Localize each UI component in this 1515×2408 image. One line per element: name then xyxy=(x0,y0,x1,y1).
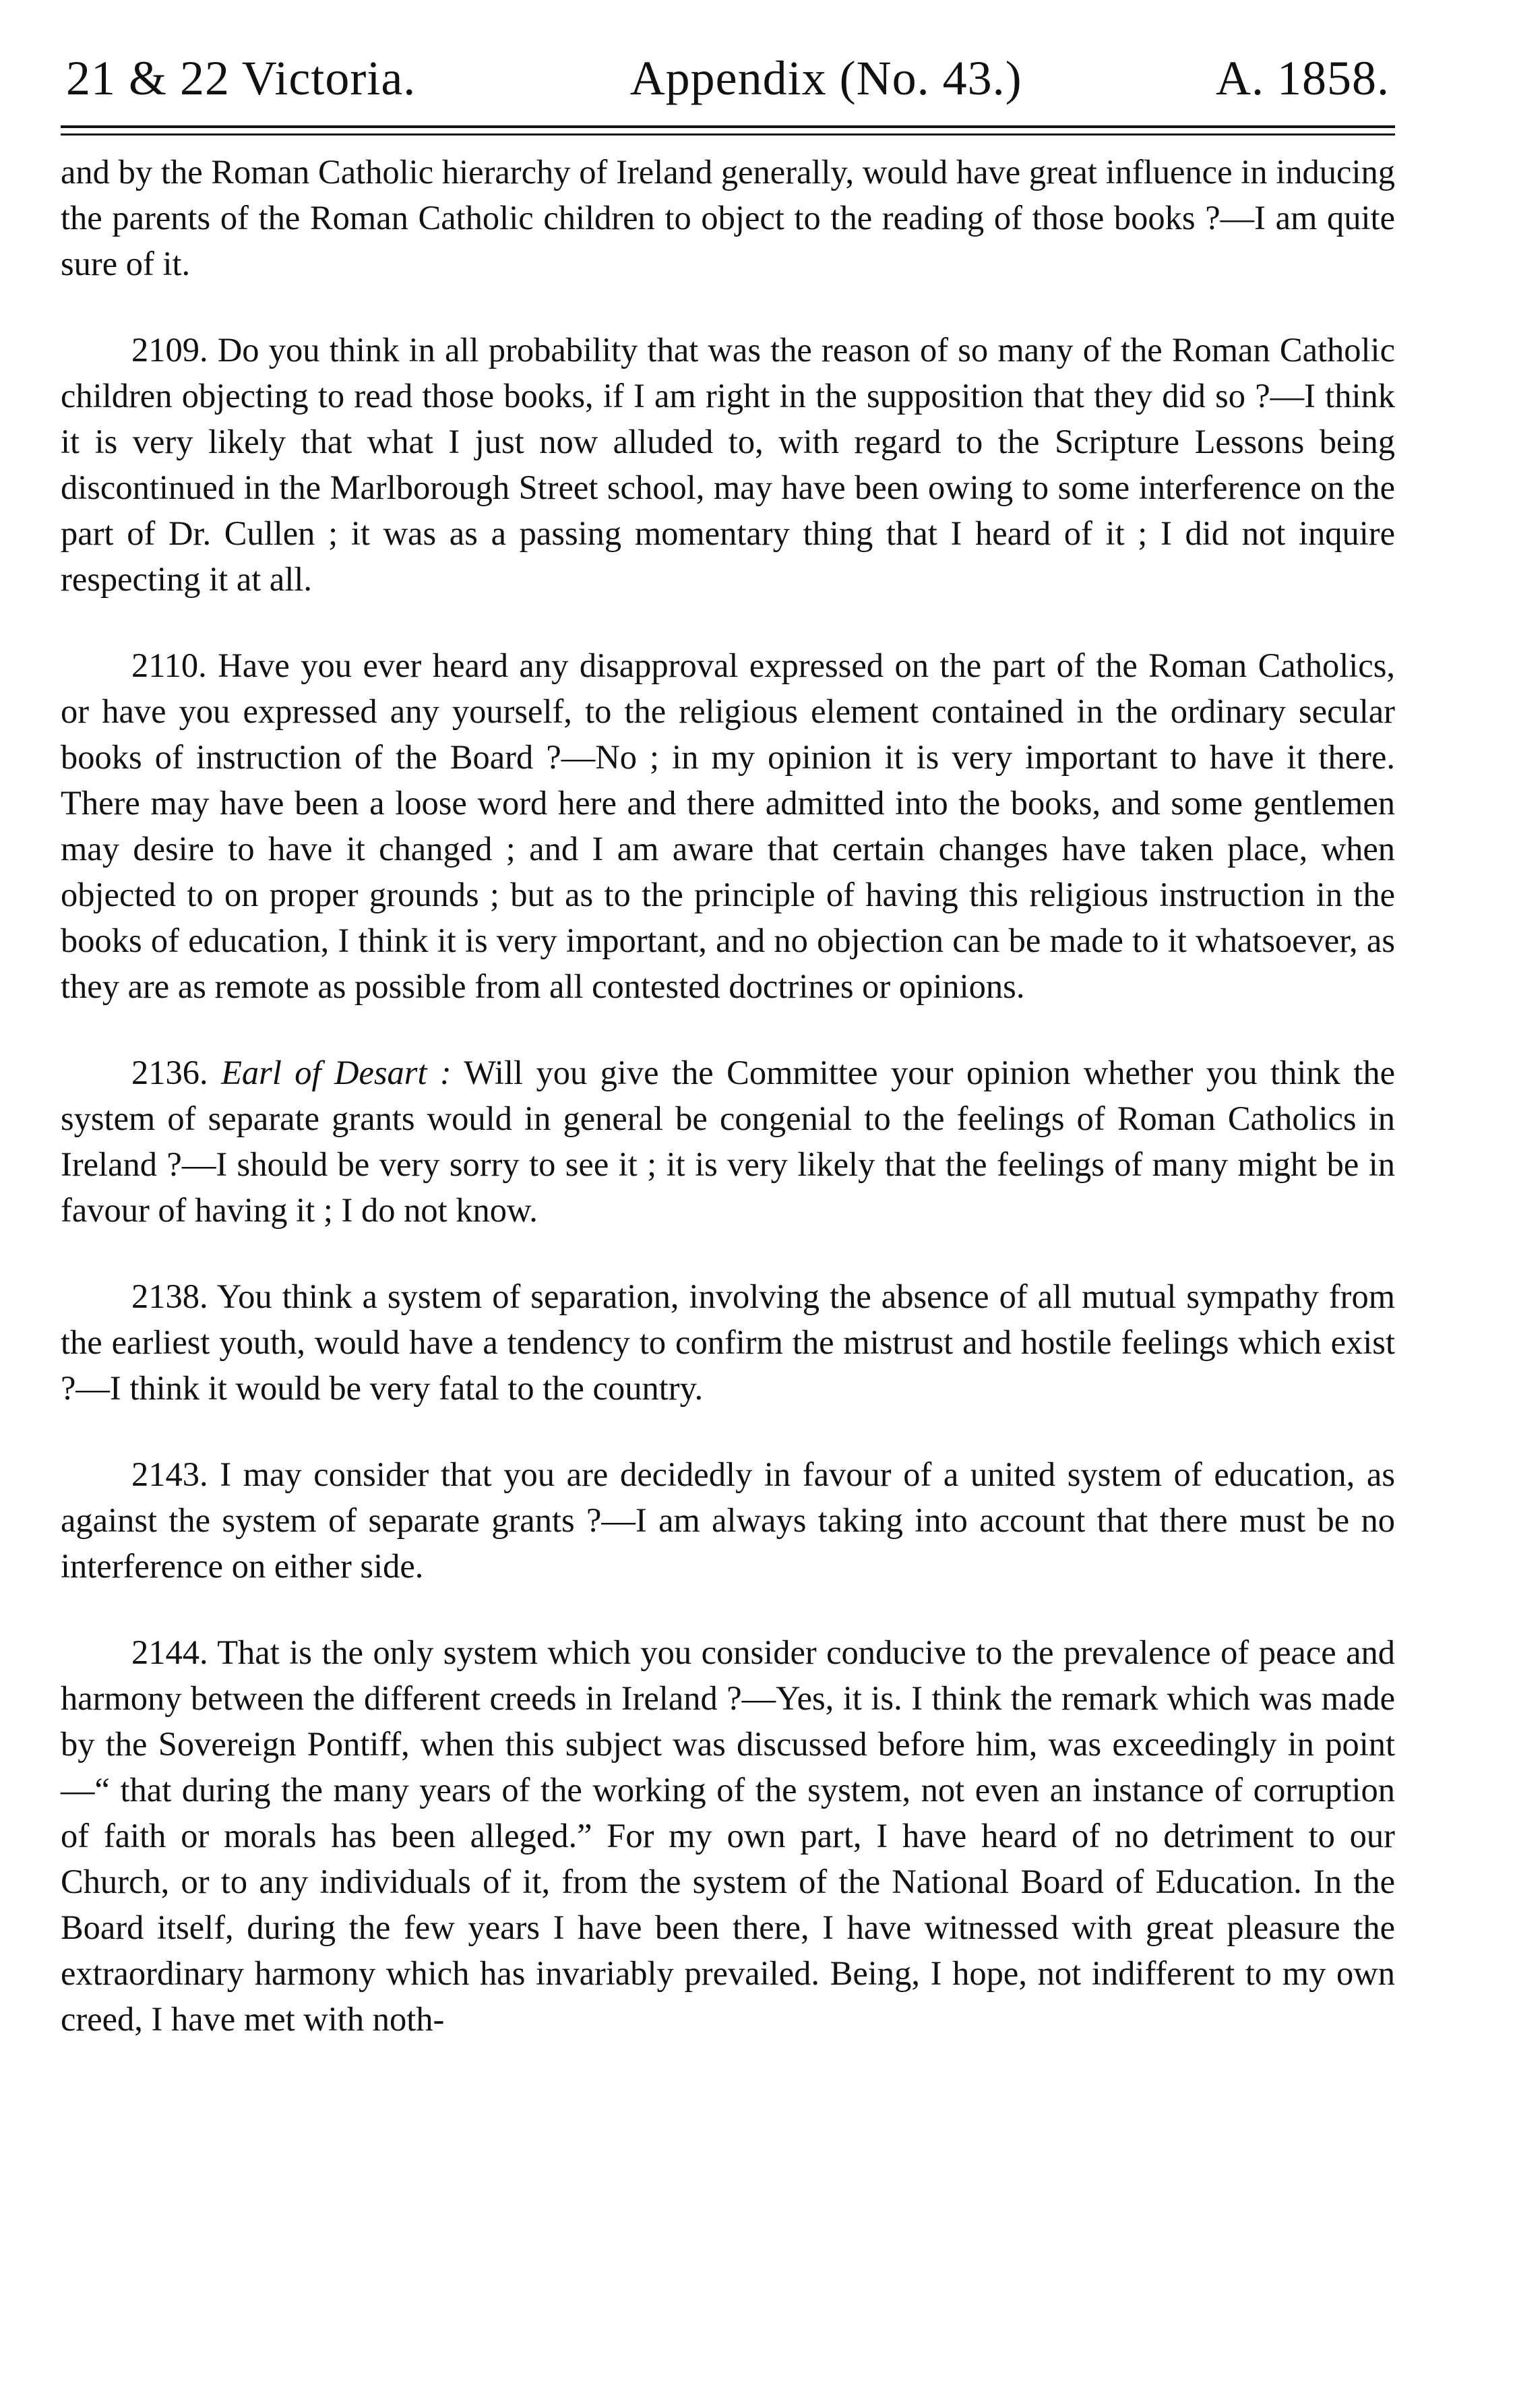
paragraph-2110 xyxy=(61,642,1395,1009)
header-rule-bottom xyxy=(61,133,1395,136)
question-number: 2138. xyxy=(131,1277,208,1315)
question-number: 2109. xyxy=(131,331,208,369)
paragraph-2109 xyxy=(61,327,1395,602)
paragraph-2138 xyxy=(61,1273,1395,1411)
paragraph-text: Do you think in all probability that was the reason of so many of the Roman Catholic children objecting to read those books, if I am right in the supposition that they did so ?—I think it is very likely that what I just now alluded to, with regard to the Scripture Lessons being discontinued in the Marlborough Street school, may have been owing to some interference on the part of Dr. Cullen ; it was as a passing momentary thing that I heard of it ; I did not inquire respecting it at all. xyxy=(61,331,1395,598)
question-number: 2110. xyxy=(131,646,207,684)
paragraph-2144 xyxy=(61,1629,1395,2042)
paragraph-text: Will you give the Committee your opinion whether you think the system of separate grants would in general be congenial to the feelings of Roman Catholics in Ireland ?—I should be very sorry to see it ; it is very likely that the feelings of many might be in favour of having it ; I do not know. xyxy=(61,1054,1395,1229)
header-session: 21 & 22 Victoria. xyxy=(66,51,416,105)
header-year: A. 1858. xyxy=(1216,51,1390,105)
paragraph-2136 xyxy=(61,1050,1395,1233)
header-appendix: Appendix (No. 43.) xyxy=(629,51,1022,105)
paragraph-text: That is the only system which you consider conducive to the prevalence of peace and harmony between the different creeds in Ireland ?—Yes, it is. I think the remark which was made by the Sovereign Pontiff, when this subject was discussed before him, was exceedingly in point—“ that during the many years of the working of the system, not even an instance of corruption of faith or morals has been alleged.” For my own part, I have heard of no detriment to our Church, or to any individuals of it, from the system of the National Board of Education. In the Board itself, during the few years I have been there, I have witnessed with great pleasure the extraordinary harmony which has invariably prevailed. Being, I hope, not indifferent to my own creed, I have met with noth- xyxy=(61,1633,1396,2038)
document-page xyxy=(61,51,1396,2042)
paragraph-continuation xyxy=(61,149,1395,287)
speaker-name: Earl of Desart : xyxy=(221,1054,452,1091)
header-rule-top xyxy=(61,125,1395,128)
paragraph-2143 xyxy=(61,1451,1395,1589)
paragraph-text: Have you ever heard any disapproval expressed on the part of the Roman Catholics, or have you expressed any yourself, to the religious element contained in the ordinary secular books of instruction of the Board ?—No ; in my opinion it is very important to have it there. There may have been a loose word here and there admitted into the books, and some gentlemen may desire to have it changed ; and I am aware that certain changes have taken place, when objected to on proper grounds ; but as to the principle of having this religious instruction in the books of education, I think it is very important, and no objection can be made to it whatsoever, as they are as remote as possible from all contested doctrines or opinions. xyxy=(61,646,1395,1005)
paragraph-text: and by the Roman Catholic hierarchy of Ireland generally, would have great influence in inducing the parents of the Roman Catholic children to object to the reading of those books ?—I am quite sure of it. xyxy=(61,153,1395,282)
question-number: 2144. xyxy=(131,1633,208,1671)
running-head xyxy=(61,51,1395,105)
paragraph-text: You think a system of separation, involving the absence of all mutual sympathy from the earliest youth, would have a tendency to confirm the mistrust and hostile feelings which exist ?—I think it would be very fatal to the country. xyxy=(61,1277,1395,1407)
question-number: 2136. xyxy=(131,1054,208,1091)
paragraph-text: I may consider that you are decidedly in favour of a united system of education, as against the system of separate grants ?—I am always taking into account that there must be no interference on either side. xyxy=(61,1455,1395,1585)
question-number: 2143. xyxy=(131,1455,208,1493)
body-text xyxy=(61,149,1395,2042)
